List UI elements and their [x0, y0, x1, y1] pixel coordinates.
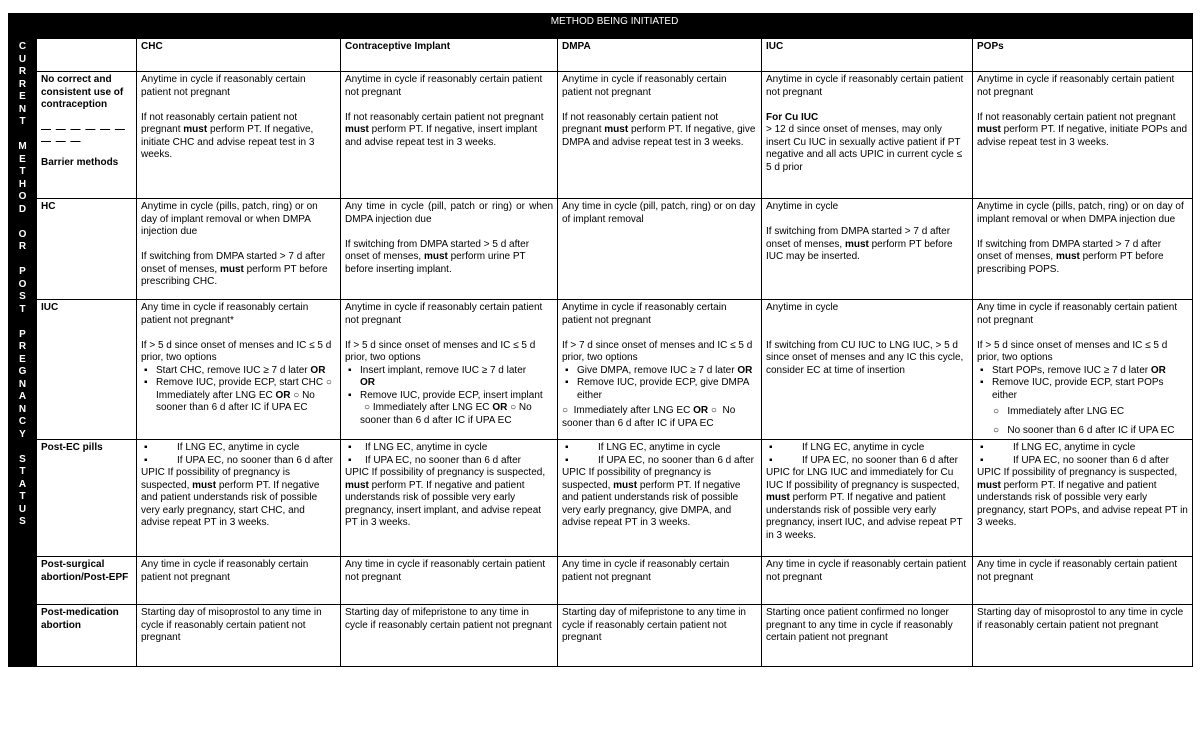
side-label-char: N [18, 103, 27, 115]
cell-dmpa: Starting day of mifepristone to any time in cycle if reasonably certain patient not pregnant [558, 605, 762, 667]
cell-text: Any time in cycle if reasonably certain patient not pregnant [977, 302, 1180, 326]
side-label-char: Y [19, 428, 26, 440]
side-label-char: T [19, 466, 26, 477]
cell-iuc [762, 72, 973, 199]
cell-text: ○ Immediately after LNG EC OR ○ No sooner than 6 d after IC if UPA EC [562, 405, 739, 429]
cell-text: If switching from DMPA started > 7 d after onset of menses, must perform PT before IUC may be inserted. [766, 226, 956, 262]
contraception-initiation-table [8, 13, 1193, 667]
row-header-post-medication: Post-medication abortion [37, 605, 137, 667]
cell-text: If not reasonably certain patient not pregnant must perform PT. If negative, insert implant and advise repeat test in 3 weeks. [345, 111, 547, 148]
option-list [345, 365, 553, 428]
row-label: No correct and consistent use of contraception [41, 74, 124, 110]
side-label-char: T [19, 303, 26, 315]
cell-chc: Starting day of misoprostol to any time in cycle if reasonably certain patient not pregnant [137, 605, 341, 667]
side-label-char: S [19, 516, 26, 527]
corner-cell [9, 14, 37, 39]
side-label-char: G [18, 366, 27, 377]
empty-header-cell [37, 39, 137, 72]
cell-text: If switching from DMPA started > 7 d after onset of menses, must perform PT before prescribing CHC. [141, 251, 331, 287]
list-item: ▪ If UPA EC, no sooner than 6 d after [141, 455, 336, 468]
cell-text: Any time in cycle if reasonably certain patient not pregnant* [141, 302, 312, 326]
side-label-text [13, 41, 32, 529]
cell-dmpa [558, 300, 762, 440]
cell-implant [341, 199, 558, 300]
cell-text: If not reasonably certain patient not pregnant must perform PT. If negative, give DMPA and advise repeat test in 3 weeks. [562, 111, 759, 148]
list-item: ▪ Remove IUC, provide ECP, give DMPA either [577, 377, 757, 402]
side-label-char: A [18, 478, 27, 490]
side-label-char: R [18, 78, 27, 90]
cell-text: > 12 d since onset of menses, may only insert Cu IUC in sexually active patient if PT negative and all acts UPIC in current cycle ≤ 5 d prior [766, 124, 965, 173]
column-header-iuc: IUC [762, 39, 973, 72]
cell-text: If switching from DMPA started > 5 d after onset of menses, must perform urine PT before inserting implant. [345, 238, 532, 275]
cell-dmpa: Any time in cycle if reasonably certain patient not pregnant [558, 557, 762, 605]
side-label-char: R [18, 66, 27, 77]
list-item: ▪ If UPA EC, no sooner than 6 d after [562, 455, 757, 468]
list-item: ▪ If UPA EC, no sooner than 6 d after [977, 455, 1188, 468]
list-item: ▪ Remove IUC, provide ECP, insert implant ○ Immediately after LNG EC OR ○ No sooner than 6 d after IC if UPA EC [360, 390, 553, 428]
cell-iuc [762, 199, 973, 300]
cell-text: Any time in cycle (pill, patch, ring) or on day of implant removal [562, 201, 759, 225]
side-label-char: O [18, 228, 27, 240]
cell-dmpa [558, 440, 762, 557]
cell-text: Anytime in cycle if reasonably certain patient not pregnant [977, 74, 1178, 98]
cell-implant [341, 300, 558, 440]
row-header-iuc: IUC [37, 300, 137, 440]
list-item: ▪ If LNG EC, anytime in cycle [977, 442, 1188, 455]
cell-chc [137, 72, 341, 199]
cell-text: If not reasonably certain patient not pregnant must perform PT. If negative, initiate CHC and advise repeat test in 3 weeks. [141, 111, 318, 160]
table-row [9, 300, 1193, 440]
cell-subheading: For Cu IUC [766, 111, 819, 123]
cell-text: Any time in cycle (pill, patch or ring) or when DMPA injection due [345, 201, 556, 225]
table-row [9, 199, 1193, 300]
table-row [9, 557, 1193, 605]
cell-text: UPIC If possibility of pregnancy is suspected, must perform PT. If negative and patient understands risk of possible very early pregnancy, insert implant, and advise repeat PT in 3 weeks. [345, 467, 548, 528]
list-item: ▪ If LNG EC, anytime in cycle [562, 442, 757, 455]
side-label-char: M [18, 141, 27, 152]
list-item: ▪ If UPA EC, no sooner than 6 d after [345, 455, 553, 468]
row-header-post-ec: Post-EC pills [37, 440, 137, 557]
side-label-char: N [18, 403, 27, 415]
cell-text: If > 5 d since onset of menses and IC ≤ 5 d prior, two options [977, 339, 1171, 363]
cell-text: Anytime in cycle if reasonably certain patient not pregnant [562, 74, 730, 98]
column-header-pops: POPs [973, 39, 1193, 72]
side-label-char [13, 441, 32, 454]
cell-text: Anytime in cycle if reasonably certain patient not pregnant [345, 302, 546, 326]
cell-dmpa [558, 199, 762, 300]
cell-pops [973, 72, 1193, 199]
side-label-char: O [18, 278, 27, 290]
side-label-char: D [18, 203, 27, 215]
cell-iuc [762, 300, 973, 440]
column-header-chc: CHC [137, 39, 341, 72]
cell-text: If not reasonably certain patient not pregnant must perform PT. If negative, initiate POPs and advise repeat test in 3 weeks. [977, 111, 1190, 148]
side-label-char: H [18, 178, 27, 190]
cell-implant: Any time in cycle if reasonably certain patient not pregnant [341, 557, 558, 605]
cell-pops [973, 440, 1193, 557]
cell-iuc: Starting once patient confirmed no longer pregnant to any time in cycle if reasonably certain patient not pregnant [762, 605, 973, 667]
side-label-char [13, 216, 32, 229]
list-item: ▪ If LNG EC, anytime in cycle [141, 442, 336, 455]
row-label-barrier: Barrier methods [41, 156, 119, 168]
cell-text: ○ Immediately after LNG EC [993, 406, 1125, 417]
cell-text: Anytime in cycle (pills, patch, ring) or on day of implant removal or when DMPA injection due [141, 201, 321, 237]
list-item: ▪ Start CHC, remove IUC ≥ 7 d later OR [156, 365, 336, 378]
cell-iuc [762, 440, 973, 557]
cell-pops: Starting day of misoprostol to any time in cycle if reasonably certain patient not pregnant [973, 605, 1193, 667]
cell-pops: Any time in cycle if reasonably certain patient not pregnant [973, 557, 1193, 605]
cell-text: Anytime in cycle if reasonably certain patient not pregnant [141, 74, 309, 98]
cell-implant: Starting day of mifepristone to any time in cycle if reasonably certain patient not pregnant [341, 605, 558, 667]
option-list [345, 442, 553, 467]
cell-pops [973, 300, 1193, 440]
cell-text: UPIC If possibility of pregnancy is suspected, must perform PT. If negative and patient understands risk of possible very early pregnancy, start POPs, and advise repeat PT in 3 weeks. [977, 467, 1191, 528]
cell-chc: Any time in cycle if reasonably certain patient not pregnant [137, 557, 341, 605]
cell-text: If > 5 d since onset of menses and IC ≤ 5 d prior, two options [141, 339, 335, 363]
row-header-hc: HC [37, 199, 137, 300]
option-list [562, 365, 757, 403]
current-method-side-label [9, 39, 37, 667]
cell-iuc: Any time in cycle if reasonably certain patient not pregnant [762, 557, 973, 605]
side-label-char: T [19, 116, 26, 127]
side-label-char: U [18, 53, 27, 65]
option-list [977, 365, 1188, 403]
side-label-char: S [19, 291, 26, 302]
table-row [9, 440, 1193, 557]
cell-implant [341, 440, 558, 557]
side-label-char: O [18, 191, 27, 202]
side-label-char: T [19, 491, 26, 502]
list-item: ▪ If UPA EC, no sooner than 6 d after [766, 455, 968, 468]
table-title: METHOD BEING INITIATED [37, 14, 1193, 39]
cell-implant [341, 72, 558, 199]
cell-text: If > 5 d since onset of menses and IC ≤ 5 d prior, two options [345, 339, 539, 363]
side-label-char: R [18, 241, 27, 252]
list-item: ▪ If LNG EC, anytime in cycle [345, 442, 553, 455]
list-item: ▪ Insert implant, remove IUC ≥ 7 d later OR [360, 365, 553, 390]
row-header-no-contraception [37, 72, 137, 199]
cell-text: UPIC If possibility of pregnancy is suspected, must perform PT. If negative and patient understands risk of possible very early pregnancy, start CHC, and advise repeat PT in 3 weeks. [141, 467, 323, 528]
column-header-dmpa: DMPA [558, 39, 762, 72]
option-list [141, 365, 336, 415]
cell-text: UPIC for LNG IUC and immediately for Cu IUC If possibility of pregnancy is suspected, must perform PT. If negative and patient understands risk of possible very early pregnancy, insert IUC, and advise repeat PT in 3 weeks. [766, 467, 966, 541]
side-label-char: C [18, 41, 27, 52]
column-header-implant: Contraceptive Implant [341, 39, 558, 72]
cell-text: ○ No sooner than 6 d after IC if UPA EC [993, 424, 1175, 436]
dash-separator: — — — — — — — — — [41, 123, 126, 147]
side-label-char: S [19, 453, 26, 465]
side-label-char: E [19, 153, 26, 165]
cell-text: UPIC If possibility of pregnancy is suspected, must perform PT. If negative and patient understands risk of possible very early pregnancy, give DMPA, and advise repeat PT in 3 weeks. [562, 467, 744, 528]
side-label-char [13, 316, 32, 329]
option-list [141, 442, 336, 467]
cell-text: Anytime in cycle if reasonably certain patient not pregnant [766, 74, 967, 98]
cell-chc [137, 300, 341, 440]
cell-text: Anytime in cycle [766, 302, 839, 313]
side-label-char: N [18, 378, 27, 390]
row-header-post-surgical: Post-surgical abortion/Post-EPF [37, 557, 137, 605]
cell-dmpa [558, 72, 762, 199]
side-label-char: C [18, 416, 27, 427]
cell-text: Anytime in cycle (pills, patch, ring) or on day of implant removal or when DMPA injection due [977, 201, 1187, 225]
list-item: ▪ If LNG EC, anytime in cycle [766, 442, 968, 455]
list-item: ▪ Start POPs, remove IUC ≥ 7 d later OR [992, 365, 1188, 378]
side-label-char: P [19, 266, 26, 277]
option-list [562, 442, 757, 467]
table-row [9, 72, 1193, 199]
cell-text: Anytime in cycle if reasonably certain patient not pregnant [562, 302, 730, 326]
cell-text: If switching from DMPA started > 7 d after onset of menses, must perform PT before prescribing POPS. [977, 238, 1167, 275]
side-label-char: A [18, 391, 27, 402]
option-list [766, 442, 968, 467]
table-row [9, 605, 1193, 667]
side-label-char [13, 129, 32, 142]
cell-text: If switching from CU IUC to LNG IUC, > 5 d since onset of menses and any IC this cycle, consider EC at time of insertion [766, 339, 967, 376]
cell-pops [973, 199, 1193, 300]
side-label-char: R [18, 341, 27, 352]
option-list [977, 442, 1188, 467]
side-label-char: E [19, 91, 26, 102]
side-label-char: T [19, 166, 26, 177]
list-item: ▪ Remove IUC, provide ECP, start POPs either [992, 377, 1188, 402]
list-item: ▪ Remove IUC, provide ECP, start CHC ○ Immediately after LNG EC OR ○ No sooner than 6 d after IC if UPA EC [156, 377, 336, 415]
side-label-char: U [18, 503, 27, 515]
cell-chc [137, 440, 341, 557]
cell-text: If > 7 d since onset of menses and IC ≤ 5 d prior, two options [562, 339, 756, 363]
cell-chc [137, 199, 341, 300]
cell-text: Anytime in cycle if reasonably certain patient not pregnant [345, 74, 546, 98]
side-label-char: P [19, 328, 26, 340]
list-item: ▪ Give DMPA, remove IUC ≥ 7 d later OR [577, 365, 757, 378]
side-label-char: E [19, 353, 26, 365]
cell-text: Anytime in cycle [766, 201, 839, 212]
side-label-char [13, 254, 32, 267]
